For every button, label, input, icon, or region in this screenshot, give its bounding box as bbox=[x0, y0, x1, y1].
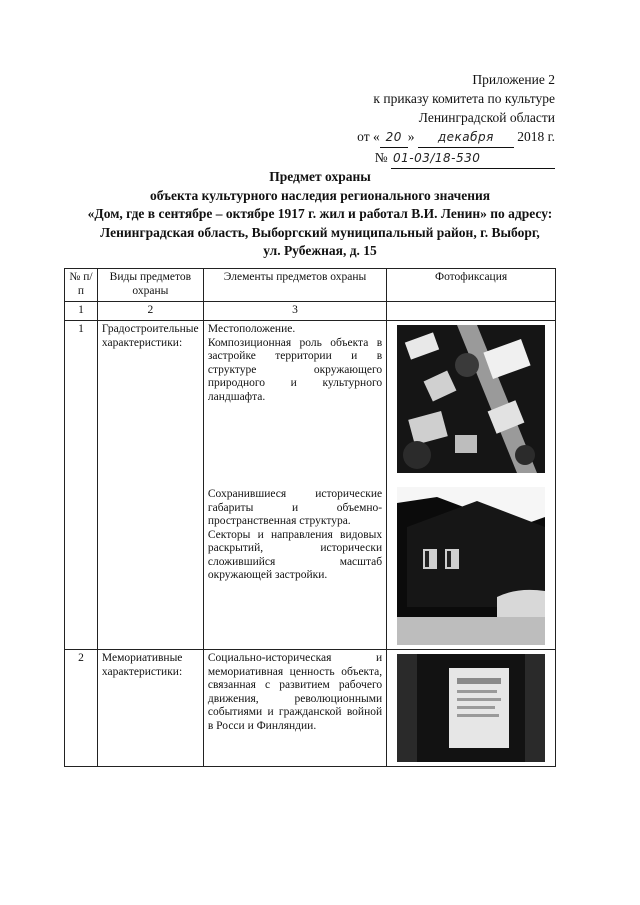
title-line-1: Предмет охраны bbox=[269, 169, 371, 184]
handwritten-month: декабря bbox=[418, 128, 514, 148]
aerial-photo bbox=[397, 325, 545, 473]
table-header-row bbox=[65, 269, 556, 302]
header-photo: Фотофиксация bbox=[387, 269, 556, 302]
index-cell: 2 bbox=[97, 302, 203, 321]
row-elements bbox=[203, 650, 386, 767]
annex-date-line bbox=[357, 127, 555, 148]
title-line-3: «Дом, где в сентябре – октябре 1917 г. жил и работал В.И. Ленин» по адресу: bbox=[87, 206, 553, 221]
element-dimensions: Сохранившиеся исторические габариты и объемно-пространственная структура. bbox=[207, 488, 383, 527]
handwritten-day: 20 bbox=[380, 128, 408, 148]
title-line-4: Ленинградская область, Выборгский муниципальный район, г. Выборг, bbox=[100, 224, 540, 240]
row-number: 2 bbox=[65, 650, 98, 767]
date-prefix: от « bbox=[357, 129, 380, 144]
table-row bbox=[65, 650, 556, 767]
number-prefix: № bbox=[374, 150, 388, 165]
annex-number-line bbox=[357, 148, 555, 169]
header-elements: Элементы предметов охраны bbox=[203, 269, 386, 302]
annex-line-2: к приказу комитета по культуре bbox=[373, 91, 555, 106]
title-line-2: объекта культурного наследия регионального значения bbox=[149, 187, 491, 203]
row-elements bbox=[203, 321, 386, 650]
row-type: Мемориативные характеристики: bbox=[97, 650, 203, 767]
date-mid: » bbox=[407, 129, 415, 144]
annex-line-3: Ленинградской области bbox=[418, 110, 555, 125]
header-number: № п/п bbox=[65, 269, 98, 302]
header-type: Виды предметов охраны bbox=[97, 269, 203, 302]
row-type: Градостроительные характеристики: bbox=[97, 321, 203, 650]
row-photos bbox=[387, 650, 556, 767]
element-composition: Композиционная роль объекта в застройке территории и в структуре окружающего природного и культурного ландшафта. bbox=[207, 336, 383, 403]
handwritten-number: 01-03/18-530 bbox=[391, 149, 555, 169]
table-index-row bbox=[65, 302, 556, 321]
table-row bbox=[65, 321, 556, 650]
index-cell bbox=[387, 302, 556, 321]
date-year: 2018 г. bbox=[517, 129, 555, 144]
element-view-sectors: Секторы и направления видовых раскрытий, исторически сложившийся масштаб окружающей застройки. bbox=[207, 528, 383, 581]
annex-block bbox=[357, 70, 555, 169]
title-line-5: ул. Рубежная, д. 15 bbox=[263, 243, 377, 258]
protection-subject-table bbox=[64, 268, 556, 767]
annex-line-1: Приложение 2 bbox=[472, 72, 555, 87]
building-photo bbox=[397, 487, 545, 645]
row-photos bbox=[387, 321, 556, 650]
element-location: Местоположение. bbox=[207, 323, 296, 335]
row-number: 1 bbox=[65, 321, 98, 650]
element-memorial-value: Социально-историческая и мемориативная ценность объекта, связанная с развитием рабочего движения, революционными событиями и гражданской войной в Росси и Финляндии. bbox=[207, 652, 383, 732]
document-title bbox=[40, 168, 600, 261]
index-cell: 1 bbox=[65, 302, 98, 321]
index-cell: 3 bbox=[203, 302, 386, 321]
memorial-plaque-photo bbox=[397, 654, 545, 762]
